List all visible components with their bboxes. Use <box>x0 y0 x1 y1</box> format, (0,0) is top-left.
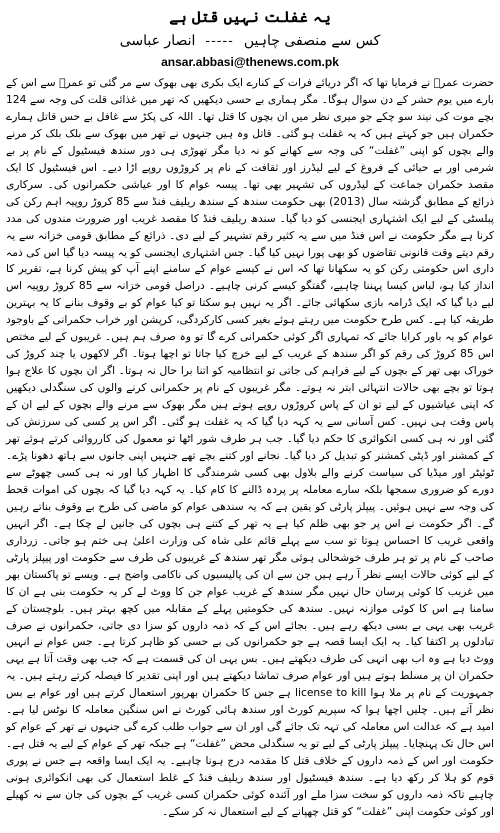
article-header <box>6 6 494 71</box>
headline: یہ غفلت نہیں قتل ہے <box>169 8 331 26</box>
byline-separator: ----- <box>205 33 234 49</box>
author-email: ansar.abbasi@thenews.com.pk <box>161 55 339 69</box>
byline <box>6 30 494 52</box>
article-body <box>6 75 494 821</box>
author-name: انصار عباسی <box>119 33 196 49</box>
subtitle: کس سے منصفی چاہیں <box>243 33 381 49</box>
body-paragraph: حضرت عمرؓ نے فرمایا تھا کہ اگر دریائے فرات کے کنارے ایک بکری بھی بھوک سے مر گئی تو عمرؓ سے اس کے بارے میں یوم حشر کے دن سوال ہوگا۔ مگر ہماری بے حسی دیکھیں کہ تھر میں غذائی قلت کی وجہ سے 124 بچے موت کی نیند سو چکے جو میری نظر میں ان بچوں کا قتل تھا۔ اللہ کی پکڑ سے غافل بے حس قاتل ہمارے حکمران ہیں جو کہتے ہیں کہ یہ غفلت ہو گئی۔ قاتل وہ ہیں جنہوں نے تھر میں بھوک سے بلک بلک کر مرنے والے بچوں کو اپنی ”غفلت“ کی وجہ سے کھانے کو نہ دیا مگر تھوڑی ہی دور سندھ فیسٹیول کے نام پر بے شرمی اور بے حیائی کے فروغ کے لیے لیڈرز اور ثقافت کے نام پر کروڑوں روپے اڑا دیے۔ اس فیسٹیول کا ایک مقصد حکمران جماعت کے لیڈروں کی تشہیر بھی تھا۔ پیسہ عوام کا اور عیاشی حکمرانوں کی۔ سرکاری ذرائع کے مطابق گزشتہ سال (2013) بھی حکومت سندھ کے سندھ ریلیف فنڈ سے 85 کروڑ روپیہ اہم رکن کی پبلسٹی کے لیے ایک اشتہاری ایجنسی کو دیا گیا۔ سندھ ریلیف فنڈ کا مقصد غریب اور ضرورت مندوں کی مدد کرنا ہے مگر حکومت نے اس فنڈ میں سے یہ کثیر رقم تشہیر کے لیے دی۔ ذرائع کے مطابق قومی خزانہ سے یہ رقم دیتے وقت قانونی تقاضوں کو بھی پورا نہیں کیا گیا۔ جس اشتہاری ایجنسی کو یہ پیسہ دیا گیا اس کی ذمہ داری اس حکومتی رکن کو یہ سکھانا تھا کہ اس نے کیسے عوام کے سامنے اپنے آپ کو پیش کرنا ہے، تقریر کا انداز کیا ہو، لباس کیسا پہننا چاہیے، گفتگو کیسے کرنی چاہیے۔ دراصل قومی خزانہ سے 85 کروڑ روپیہ اس لیے دیا گیا کہ ایک ڈرامہ بازی سکھائی جائے۔ اگر یہ نہیں ہو سکتا تو کیا عوام کو بے وقوف بنانے کا یہ بہترین طریقہ کیا ہے۔ کس طرح حکومت میں رہتے ہوئے بغیر کسی کارکردگی، کرپشن اور خراب حکمرانی کے باوجود عوام کو یہ باور کرایا جائے کہ تمہاری اگر کوئی حکمرانی کرے گا تو وہ صرف ہم ہیں۔ غریبوں کے لیے مختص اس 85 کروڑ کی رقم کو اگر سندھ کے غریب کے لیے خرچ کیا جاتا تو اچھا ہوتا۔ اگر لاکھوں یا چند کروڑ کی خوراک بھی تھر کے بچوں کے لیے فراہم کی جاتی تو انتظامیہ کو اتنا برا حال نہ ہوتا۔ اگر ان بچوں کا علاج ہوا ہوتا تو بچے بھی حالات انتہائی ابتر نہ ہوتے۔ مگر غریبوں کے نام پر حکمرانی کرنے والوں کی سنگدلی دیکھیں کہ اپنی عیاشیوں کے لیے تو ان کے پاس کروڑوں روپے ہوتے ہیں مگر بھوک سے مرنے والے بچوں کے لیے ان کے پاس وقت ہی نہیں۔ کس آسانی سے یہ کہہ دیا گیا کہ یہ غفلت ہو گئی۔ اگر اس پر کسی کی سرزنش کی گئی اور نہ ہی کسی انکوائری کا حکم دیا گیا۔ جب ہر طرف شور اٹھا تو معمول کی کارروائی کرتے ہوئے تھر کے کمشنر اور ڈپٹی کمشنر کو تبدیل کر دیا گیا۔ نجانے اور کتنے بچے تھے جنہیں اپنی جانوں سے ہاتھ دھونا پڑے۔ ٹوئیٹر اور میڈیا کی سیاست کرنے والے بلاول بھی کسی شرمندگی کا اظہار کیا اور نہ ہی کسی چھوٹے سے دورے کو ضروری سمجھا بلکہ سارے معاملہ پر پردہ ڈالنے کا کام کیا۔ یہ کہہ دیا گیا کہ بچوں کی اموات قحط کی وجہ سے نہیں ہوئیں۔ پیپلز پارٹی کو یقین ہے کہ یہ سندھی عوام کو ماضی کی طرح بے وقوف بناتے رہیں گے۔ اگر حکومت نے اس پر جو بھی ظلم کیا ہے یہ تھر کے کتنے ہی بچوں کی جانیں لے چکا ہے۔ اگر انہیں واقعی غریب کا احساس ہوتا تو سب سے پہلے قائم علی شاہ کی وزارت اعلیٰ ہی ختم ہو جاتی۔ زرداری صاحب کے نام پر تو ہر طرف خوشحالی ہوئی مگر تھر سندھ کے غریبوں کی طرف سے حکومت اور پیپلز پارٹی کے لیے کوئی حالات ایسے نظر آ رہے ہیں جن سے ان کی پالیسیوں کی ناکامی واضح ہے۔ ویسے تو پاکستان بھر میں غریب کا کوئی پرسان حال نہیں مگر سندھ کے غریب عوام جن کا ووٹ لے کر یہ حکومت بنی ہے ان کا سامنا ہے اس کا کوئی موازنہ نہیں۔ سندھ کی حکومتیں پہلے کے مقابلہ میں کچھ بہتر ہیں۔ بلوچستان کے غریب بھی یہی بے بسی دیکھ رہے ہیں۔ بجائے اس کے کہ ذمہ داروں کو سزا دی جاتی، حکمرانوں نے صرف تبادلوں پر اکتفا کیا۔ یہ ایک ایسا قصہ ہے جو حکمرانوں کی بے حسی کو ظاہر کرتا ہے۔ جس عوام نے انہیں ووٹ دیا ہے وہ اب بھی انہی کی طرف دیکھتے ہیں۔ بس یہی ان کی قسمت ہے کہ جب بھی وقت آتا ہے یہی حکمران ان پر مسلط ہوتے ہیں اور عوام صرف تماشا دیکھتے ہیں اور اپنی تقدیر کا فیصلہ کرتے رہتے ہیں۔ یہ جمہوریت کے نام پر ملا ہوا license to kill ہے جس کا حکمران بھرپور استعمال کرتے ہیں اور عوام بے بس نظر آتے ہیں۔ چلیں اچھا ہوا کہ سپریم کورٹ اور سندھ ہائی کورٹ نے اس سنگین معاملہ کا نوٹس لیا ہے۔ امید ہے کہ عدالت اس معاملہ کی تہہ تک جائے گی اور ان سے جواب طلب کرے گی جنہوں نے تھر کے عوام کو اس حال تک پہنچایا۔ پیپلز پارٹی کے لیے تو یہ سنگدلی محض ”غفلت“ ہے جبکہ تھر کے عوام کے لیے یہ قتل ہے۔ حکومت اور اس کے ذمہ داروں کے خلاف قتل کا مقدمہ درج ہونا چاہیے۔ یہ ایک ایسا واقعہ ہے جس نے پوری قوم کو ہلا کر رکھ دیا ہے۔ سندھ فیسٹیول اور سندھ ریلیف فنڈ کے غلط استعمال کی بھی انکوائری ہونی چاہیے تاکہ ذمہ داروں کو سخت سزا ملے اور آئندہ کوئی حکمران کسی غریب کے بچوں کی جان سے نہ کھیلے اور کوئی حکومت اپنی ”غفلت“ کو قتل چھپانے کے لیے استعمال نہ کر سکے۔ <box>6 76 494 818</box>
